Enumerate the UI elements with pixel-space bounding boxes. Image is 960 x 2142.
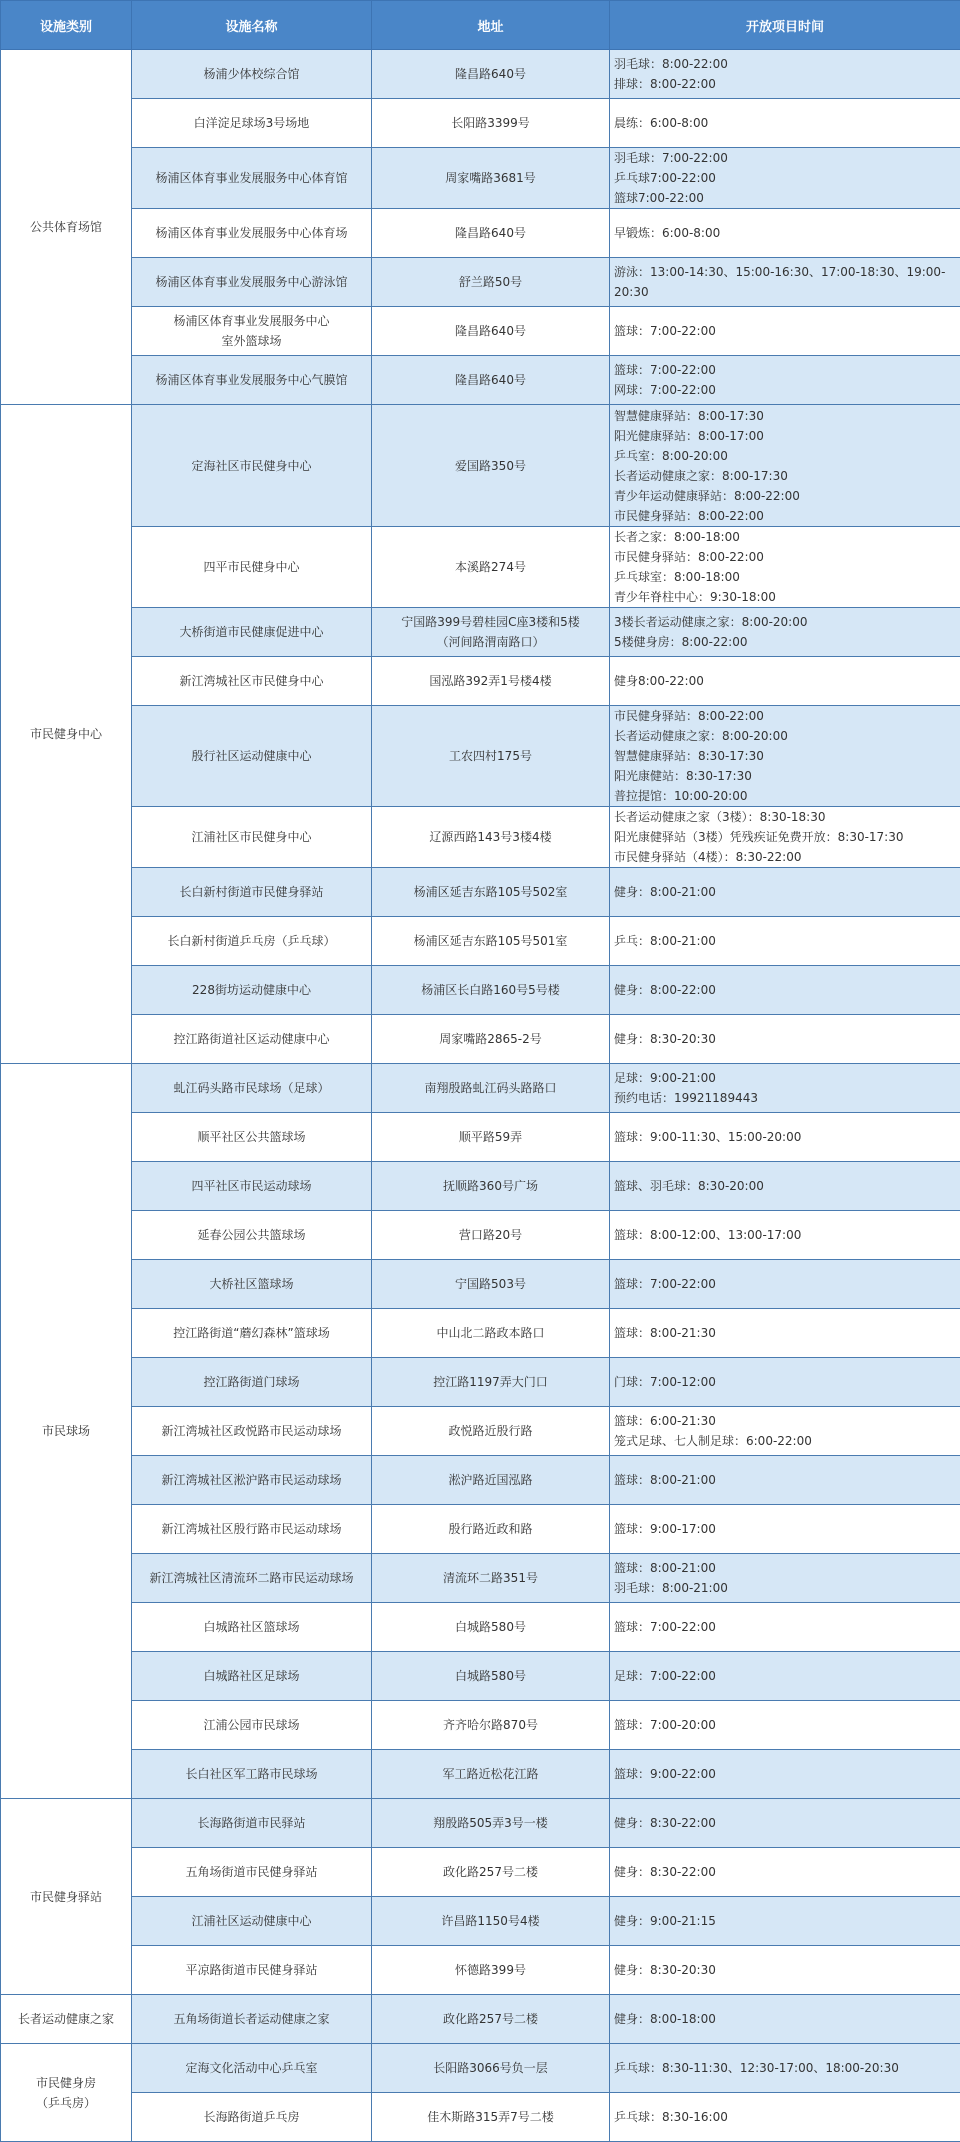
address-cell: 杨浦区长白路160号5号楼 — [372, 966, 610, 1015]
name-cell: 长白新村街道市民健身驿站 — [132, 868, 372, 917]
table-row — [1, 1358, 960, 1407]
name-cell: 长白新村街道乒乓房（乒乓球） — [132, 917, 372, 966]
table-row — [1, 807, 960, 868]
name-cell: 白城路社区篮球场 — [132, 1603, 372, 1652]
address-cell: 隆昌路640号 — [372, 50, 610, 99]
hours-cell: 篮球：6:00-21:30 笼式足球、七人制足球：6:00-22:00 — [610, 1407, 960, 1456]
hours-cell: 羽毛球：7:00-22:00 乒乓球7:00-22:00 篮球7:00-22:00 — [610, 148, 960, 209]
hours-cell: 篮球：7:00-22:00 网球：7:00-22:00 — [610, 356, 960, 405]
address-cell: 隆昌路640号 — [372, 307, 610, 356]
address-cell: 政化路257号二楼 — [372, 1995, 610, 2044]
hours-cell: 篮球：9:00-22:00 — [610, 1750, 960, 1799]
hours-cell: 健身：8:00-18:00 — [610, 1995, 960, 2044]
address-cell: 控江路1197弄大门口 — [372, 1358, 610, 1407]
address-cell: 清流环二路351号 — [372, 1554, 610, 1603]
address-cell: 怀德路399号 — [372, 1946, 610, 1995]
hours-cell: 市民健身驿站：8:00-22:00 长者运动健康之家：8:00-20:00 智慧健康驿站：8:30-17:30 阳光康健站：8:30-17:30 普拉提馆：10:00-20:00 — [610, 706, 960, 807]
hours-cell: 足球：7:00-22:00 — [610, 1652, 960, 1701]
table-header-row — [1, 1, 960, 50]
address-cell: 本溪路274号 — [372, 527, 610, 608]
hours-cell: 健身8:00-22:00 — [610, 657, 960, 706]
name-cell: 五角场街道市民健身驿站 — [132, 1848, 372, 1897]
table-row — [1, 1603, 960, 1652]
table-row — [1, 1260, 960, 1309]
hours-cell: 晨练：6:00-8:00 — [610, 99, 960, 148]
table-row — [1, 1015, 960, 1064]
address-cell: 杨浦区延吉东路105号502室 — [372, 868, 610, 917]
table-row — [1, 99, 960, 148]
table-row — [1, 356, 960, 405]
name-cell: 长海路街道市民驿站 — [132, 1799, 372, 1848]
table-row — [1, 868, 960, 917]
hours-cell: 篮球：7:00-20:00 — [610, 1701, 960, 1750]
table-row — [1, 1995, 960, 2044]
name-cell: 杨浦区体育事业发展服务中心体育场 — [132, 209, 372, 258]
address-cell: 长阳路3066号负一层 — [372, 2044, 610, 2093]
table-row — [1, 1946, 960, 1995]
hours-cell: 门球：7:00-12:00 — [610, 1358, 960, 1407]
name-cell: 定海文化活动中心乒乓室 — [132, 2044, 372, 2093]
hours-cell: 篮球：7:00-22:00 — [610, 1603, 960, 1652]
header-hours: 开放项目时间 — [610, 1, 960, 50]
address-cell: 军工路近松花江路 — [372, 1750, 610, 1799]
name-cell: 杨浦区体育事业发展服务中心体育馆 — [132, 148, 372, 209]
name-cell: 杨浦区体育事业发展服务中心气膜馆 — [132, 356, 372, 405]
name-cell: 四平社区市民运动球场 — [132, 1162, 372, 1211]
hours-cell: 篮球、羽毛球：8:30-20:00 — [610, 1162, 960, 1211]
name-cell: 新江湾城社区清流环二路市民运动球场 — [132, 1554, 372, 1603]
name-cell: 控江路街道门球场 — [132, 1358, 372, 1407]
hours-cell: 长者运动健康之家（3楼）：8:30-18:30 阳光康健驿站（3楼）凭残疾证免费开放：8:30-17:30 市民健身驿站（4楼）：8:30-22:00 — [610, 807, 960, 868]
name-cell: 新江湾城社区淞沪路市民运动球场 — [132, 1456, 372, 1505]
address-cell: 周家嘴路3681号 — [372, 148, 610, 209]
address-cell: 殷行路近政和路 — [372, 1505, 610, 1554]
address-cell: 舒兰路50号 — [372, 258, 610, 307]
name-cell: 228街坊运动健康中心 — [132, 966, 372, 1015]
table-row — [1, 148, 960, 209]
address-cell: 隆昌路640号 — [372, 356, 610, 405]
hours-cell: 3楼长者运动健康之家：8:00-20:00 5楼健身房：8:00-22:00 — [610, 608, 960, 657]
address-cell: 宁国路399号碧桂园C座3楼和5楼 （河间路渭南路口） — [372, 608, 610, 657]
table-row — [1, 1750, 960, 1799]
hours-cell: 健身：8:30-20:30 — [610, 1015, 960, 1064]
table-row — [1, 1309, 960, 1358]
table-row — [1, 209, 960, 258]
address-cell: 淞沪路近国泓路 — [372, 1456, 610, 1505]
address-cell: 许昌路1150号4楼 — [372, 1897, 610, 1946]
table-row — [1, 1505, 960, 1554]
table-row — [1, 50, 960, 99]
address-cell: 工农四村175号 — [372, 706, 610, 807]
table-row — [1, 2093, 960, 2142]
table-row — [1, 608, 960, 657]
table-row — [1, 1652, 960, 1701]
name-cell: 江浦社区运动健康中心 — [132, 1897, 372, 1946]
address-cell: 长阳路3399号 — [372, 99, 610, 148]
table-row — [1, 1799, 960, 1848]
address-cell: 南翔殷路虬江码头路路口 — [372, 1064, 610, 1113]
hours-cell: 乒乓：8:00-21:00 — [610, 917, 960, 966]
hours-cell: 长者之家：8:00-18:00 市民健身驿站：8:00-22:00 乒乓球室：8:00-18:00 青少年脊柱中心：9:30-18:00 — [610, 527, 960, 608]
name-cell: 四平市民健身中心 — [132, 527, 372, 608]
address-cell: 隆昌路640号 — [372, 209, 610, 258]
name-cell: 延春公园公共篮球场 — [132, 1211, 372, 1260]
table-row — [1, 1407, 960, 1456]
name-cell: 控江路街道“蘑幻森林”篮球场 — [132, 1309, 372, 1358]
table-row — [1, 307, 960, 356]
address-cell: 周家嘴路2865-2号 — [372, 1015, 610, 1064]
hours-cell: 健身：9:00-21:15 — [610, 1897, 960, 1946]
table-row — [1, 706, 960, 807]
table-row — [1, 2044, 960, 2093]
address-cell: 白城路580号 — [372, 1652, 610, 1701]
address-cell: 顺平路59弄 — [372, 1113, 610, 1162]
address-cell: 中山北二路政本路口 — [372, 1309, 610, 1358]
category-cell: 公共体育场馆 — [1, 50, 132, 405]
address-cell: 齐齐哈尔路870号 — [372, 1701, 610, 1750]
hours-cell: 篮球：9:00-11:30、15:00-20:00 — [610, 1113, 960, 1162]
category-cell: 市民健身房 （乒乓房） — [1, 2044, 132, 2142]
address-cell: 政化路257号二楼 — [372, 1848, 610, 1897]
address-cell: 佳木斯路315弄7号二楼 — [372, 2093, 610, 2142]
name-cell: 平凉路街道市民健身驿站 — [132, 1946, 372, 1995]
name-cell: 白城路社区足球场 — [132, 1652, 372, 1701]
hours-cell: 足球：9:00-21:00 预约电话：19921189443 — [610, 1064, 960, 1113]
table-row — [1, 405, 960, 527]
address-cell: 白城路580号 — [372, 1603, 610, 1652]
category-cell: 市民健身驿站 — [1, 1799, 132, 1995]
name-cell: 白洋淀足球场3号场地 — [132, 99, 372, 148]
name-cell: 江浦公园市民球场 — [132, 1701, 372, 1750]
name-cell: 新江湾城社区政悦路市民运动球场 — [132, 1407, 372, 1456]
name-cell: 顺平社区公共篮球场 — [132, 1113, 372, 1162]
name-cell: 长海路街道乒乓房 — [132, 2093, 372, 2142]
hours-cell: 健身：8:00-22:00 — [610, 966, 960, 1015]
category-cell: 市民健身中心 — [1, 405, 132, 1064]
address-cell: 政悦路近殷行路 — [372, 1407, 610, 1456]
name-cell: 殷行社区运动健康中心 — [132, 706, 372, 807]
address-cell: 杨浦区延吉东路105号501室 — [372, 917, 610, 966]
table-row — [1, 1848, 960, 1897]
address-cell: 辽源西路143号3楼4楼 — [372, 807, 610, 868]
hours-cell: 篮球：8:00-12:00、13:00-17:00 — [610, 1211, 960, 1260]
table-row — [1, 258, 960, 307]
hours-cell: 健身：8:30-22:00 — [610, 1799, 960, 1848]
table-row — [1, 1897, 960, 1946]
name-cell: 杨浦区体育事业发展服务中心 室外篮球场 — [132, 307, 372, 356]
name-cell: 江浦社区市民健身中心 — [132, 807, 372, 868]
name-cell: 控江路街道社区运动健康中心 — [132, 1015, 372, 1064]
name-cell: 虬江码头路市民球场（足球） — [132, 1064, 372, 1113]
address-cell: 抚顺路360号广场 — [372, 1162, 610, 1211]
table-row — [1, 1554, 960, 1603]
hours-cell: 健身：8:30-22:00 — [610, 1848, 960, 1897]
hours-cell: 早锻炼：6:00-8:00 — [610, 209, 960, 258]
header-address: 地址 — [372, 1, 610, 50]
address-cell: 营口路20号 — [372, 1211, 610, 1260]
hours-cell: 健身：8:30-20:30 — [610, 1946, 960, 1995]
hours-cell: 健身：8:00-21:00 — [610, 868, 960, 917]
hours-cell: 篮球：7:00-22:00 — [610, 307, 960, 356]
table-row — [1, 966, 960, 1015]
hours-cell: 篮球：9:00-17:00 — [610, 1505, 960, 1554]
table-row — [1, 527, 960, 608]
address-cell: 宁国路503号 — [372, 1260, 610, 1309]
hours-cell: 羽毛球：8:00-22:00 排球：8:00-22:00 — [610, 50, 960, 99]
hours-cell: 智慧健康驿站：8:00-17:30 阳光健康驿站：8:00-17:00 乒乓室：8:00-20:00 长者运动健康之家：8:00-17:30 青少年运动健康驿站：8:00-22:00 市民健身驿站：8:00-22:00 — [610, 405, 960, 527]
category-cell: 长者运动健康之家 — [1, 1995, 132, 2044]
category-cell: 市民球场 — [1, 1064, 132, 1799]
hours-cell: 乒乓球：8:30-11:30、12:30-17:00、18:00-20:30 — [610, 2044, 960, 2093]
name-cell: 大桥街道市民健康促进中心 — [132, 608, 372, 657]
hours-cell: 游泳：13:00-14:30、15:00-16:30、17:00-18:30、19:00-20:30 — [610, 258, 960, 307]
table-row — [1, 1162, 960, 1211]
name-cell: 五角场街道长者运动健康之家 — [132, 1995, 372, 2044]
address-cell: 翔殷路505弄3号一楼 — [372, 1799, 610, 1848]
address-cell: 爱国路350号 — [372, 405, 610, 527]
table-row — [1, 917, 960, 966]
hours-cell: 篮球：7:00-22:00 — [610, 1260, 960, 1309]
hours-cell: 篮球：8:00-21:00 — [610, 1456, 960, 1505]
name-cell: 新江湾城社区殷行路市民运动球场 — [132, 1505, 372, 1554]
table-row — [1, 1211, 960, 1260]
hours-cell: 篮球：8:00-21:30 — [610, 1309, 960, 1358]
table-body — [1, 50, 960, 2142]
name-cell: 杨浦区体育事业发展服务中心游泳馆 — [132, 258, 372, 307]
table-row — [1, 1113, 960, 1162]
table-row — [1, 1701, 960, 1750]
hours-cell: 篮球：8:00-21:00 羽毛球：8:00-21:00 — [610, 1554, 960, 1603]
header-name: 设施名称 — [132, 1, 372, 50]
name-cell: 定海社区市民健身中心 — [132, 405, 372, 527]
hours-cell: 乒乓球：8:30-16:00 — [610, 2093, 960, 2142]
name-cell: 新江湾城社区市民健身中心 — [132, 657, 372, 706]
table-row — [1, 1456, 960, 1505]
address-cell: 国泓路392弄1号楼4楼 — [372, 657, 610, 706]
table-row — [1, 1064, 960, 1113]
name-cell: 大桥社区篮球场 — [132, 1260, 372, 1309]
header-category: 设施类别 — [1, 1, 132, 50]
name-cell: 长白社区军工路市民球场 — [132, 1750, 372, 1799]
name-cell: 杨浦少体校综合馆 — [132, 50, 372, 99]
table-row — [1, 657, 960, 706]
